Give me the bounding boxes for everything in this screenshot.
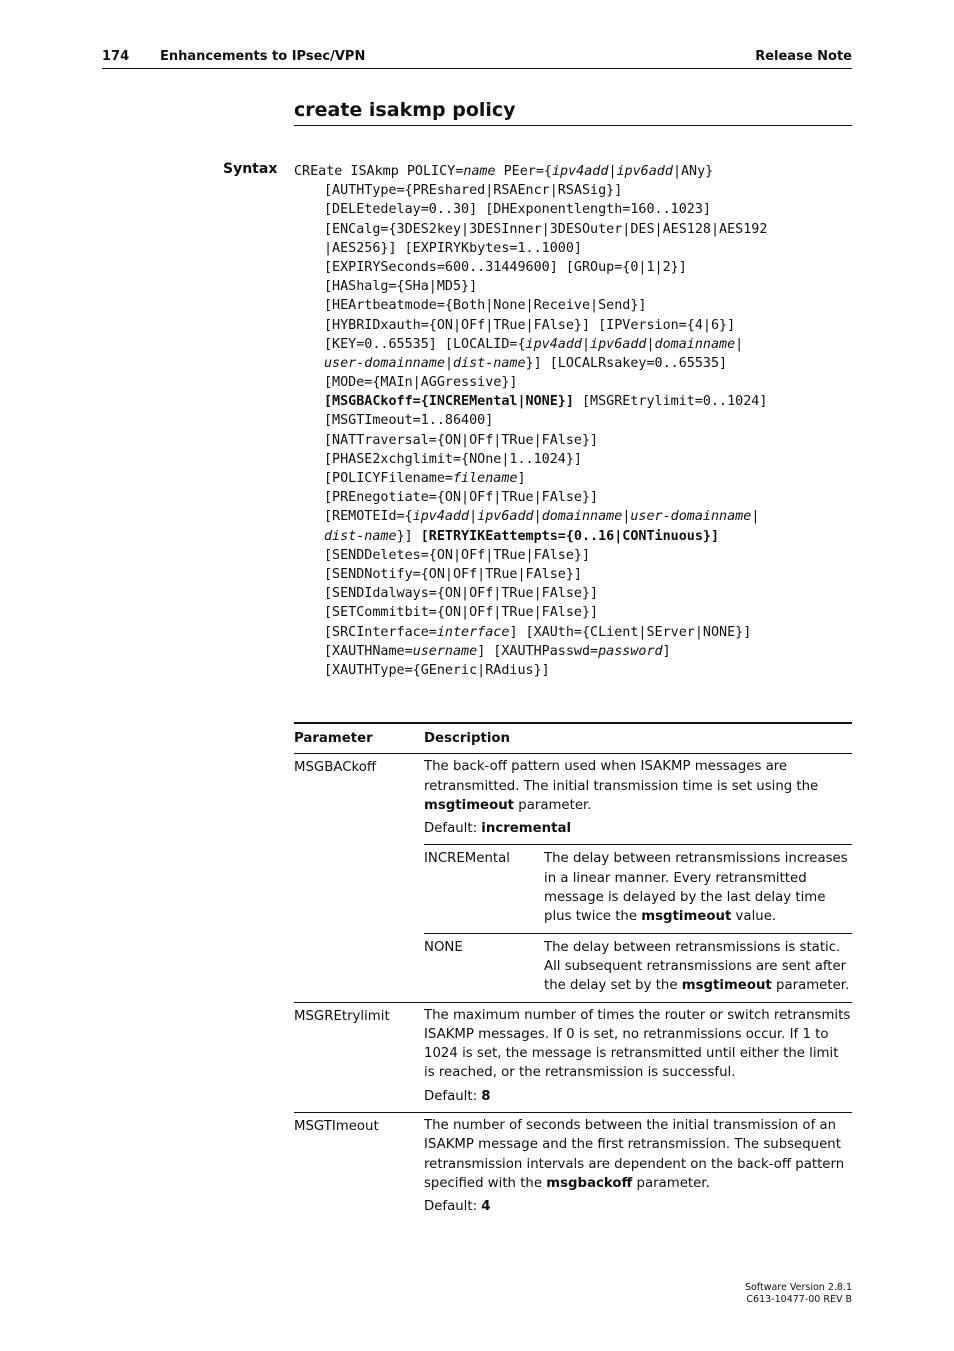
italic-placeholder: ipv6add xyxy=(616,164,673,179)
italic-placeholder: ipv6add xyxy=(477,509,534,525)
syntax-line xyxy=(294,488,854,507)
text-run: CREate ISAkmp POLICY= xyxy=(294,164,464,179)
parameter-name: MSGREtrylimit xyxy=(294,1002,424,1112)
syntax-line xyxy=(294,181,854,200)
text-run: | xyxy=(581,336,591,352)
syntax-line xyxy=(294,411,854,430)
default-value-text: 8 xyxy=(481,1088,491,1104)
italic-placeholder: user-domainname xyxy=(630,509,752,525)
syntax-line xyxy=(294,392,854,411)
default-value-text: incremental xyxy=(481,821,572,837)
bold-text: [RETRYIKEattempts={0..16|CONTinuous}] xyxy=(420,528,720,544)
syntax-line xyxy=(294,258,854,277)
italic-placeholder: ipv4add xyxy=(412,509,470,525)
bold-text: msgtimeout xyxy=(641,909,732,925)
text-run: [HYBRIDxauth={ON|OFf|TRue|FAlse}] [IPVersion={4|6}] xyxy=(324,317,736,333)
text-run: The back-off pattern used when ISAKMP messages are retransmitted. The initial transmission time is set using the xyxy=(424,759,819,794)
default-value xyxy=(424,815,852,844)
table-row xyxy=(294,754,852,1002)
text-run: [NATTraversal={ON|OFf|TRue|FAlse}] xyxy=(324,432,599,448)
text-run: [SENDIdalways={ON|OFf|TRue|FAlse}] xyxy=(324,586,599,602)
text-run: [XAUTHType={GEneric|RAdius}] xyxy=(324,662,550,678)
syntax-line xyxy=(294,603,854,622)
text-run: [REMOTEId={ xyxy=(324,509,413,525)
bold-text: msgtimeout xyxy=(681,978,772,994)
italic-placeholder: dist-name xyxy=(324,528,397,544)
bold-text: [MSGBACkoff={INCREMental|NONE}] xyxy=(324,394,574,410)
text-run: | xyxy=(646,336,655,352)
syntax-line xyxy=(294,469,854,488)
syntax-line xyxy=(294,239,854,258)
syntax-line xyxy=(294,277,854,296)
syntax-line xyxy=(294,584,854,603)
italic-placeholder: dist-name xyxy=(453,355,526,371)
syntax-line xyxy=(294,200,854,219)
text-run: [SETCommitbit={ON|OFf|TRue|FAlse}] xyxy=(324,605,599,621)
text-run: PEer={ xyxy=(495,164,552,179)
parameter-name: MSGTImeout xyxy=(294,1119,379,1135)
italic-placeholder: password xyxy=(598,643,663,659)
table-row xyxy=(294,1113,852,1223)
italic-placeholder: user-domainname xyxy=(324,355,445,371)
option-key: NONE xyxy=(424,933,544,1001)
text-run: [DELEtedelay=0..30] [DHExponentlength=160..1023] xyxy=(324,202,711,218)
syntax-line xyxy=(294,373,854,392)
syntax-line xyxy=(294,565,854,584)
syntax-line xyxy=(294,335,854,354)
table-row xyxy=(294,1002,852,1112)
syntax-line xyxy=(294,162,854,181)
text-run: parameter. xyxy=(514,797,592,813)
italic-placeholder: username xyxy=(412,643,478,659)
software-version: Software Version 2.8.1 xyxy=(744,1282,852,1293)
text-run: | xyxy=(735,336,744,352)
italic-placeholder: ipv4add xyxy=(552,164,609,179)
description-text xyxy=(424,754,852,815)
syntax-label: Syntax xyxy=(223,161,278,177)
text-run: ] xyxy=(517,471,526,486)
text-run: [MSGREtrylimit=0..1024] xyxy=(573,394,768,410)
text-run: ] [XAUth={CLient|SErver|NONE}] xyxy=(509,624,752,640)
description-column-header: Description xyxy=(424,723,852,754)
text-run: [HAShalg={SHa|MD5}] xyxy=(324,279,478,295)
text-run: ] [XAUTHPasswd= xyxy=(477,643,599,659)
syntax-line xyxy=(294,661,854,680)
syntax-line xyxy=(294,450,854,469)
text-run: | xyxy=(444,355,453,371)
italic-placeholder: ipv4add xyxy=(525,336,582,352)
text-run: [XAUTHName= xyxy=(324,643,413,659)
page-number: 174 xyxy=(102,49,130,64)
text-run: [MODe={MAIn|AGGressive}] xyxy=(324,375,518,391)
option-key: INCREMental xyxy=(424,851,510,867)
option-description xyxy=(544,933,852,1001)
running-header xyxy=(102,47,852,69)
default-value xyxy=(424,1193,852,1222)
text-run: | xyxy=(751,509,760,525)
syntax-line xyxy=(294,316,854,335)
syntax-line xyxy=(294,546,854,565)
bold-text: msgbackoff xyxy=(546,1175,633,1191)
syntax-line xyxy=(294,623,854,642)
syntax-line xyxy=(294,527,854,546)
text-run: | xyxy=(533,509,542,525)
text-run: [HEArtbeatmode={Both|None|Receive|Send}] xyxy=(324,298,647,314)
option-row xyxy=(424,933,852,1001)
text-run: }] [LOCALRsakey=0..65535] xyxy=(525,355,728,371)
parameter-table xyxy=(294,722,852,1223)
parameter-column-header: Parameter xyxy=(294,723,424,754)
text-run: The maximum number of times the router or switch retransmits ISAKMP messages. If 0 is set, no retranmissions occur. If 1 to 1024 is set, the message is retransmitted until either the limit is reached, or the retransmission is successful. xyxy=(424,1007,851,1081)
default-label: Default: xyxy=(424,1088,482,1104)
page-footer xyxy=(745,1282,852,1306)
document-id: C613-10477-00 REV B xyxy=(746,1294,852,1305)
syntax-block xyxy=(294,162,854,680)
text-run: | xyxy=(608,164,617,179)
option-description xyxy=(544,845,852,933)
text-run: | xyxy=(469,509,478,525)
syntax-line xyxy=(294,296,854,315)
syntax-line xyxy=(294,220,854,239)
italic-placeholder: name xyxy=(463,164,496,179)
parameter-description xyxy=(424,1113,852,1223)
text-run: [KEY=0..65535] [LOCALID={ xyxy=(324,336,526,352)
syntax-line xyxy=(294,354,854,373)
default-label: Default: xyxy=(424,1199,482,1215)
text-run: The delay between retransmissions is static. All subsequent retransmissions are sent after the delay set by the xyxy=(544,939,847,994)
section-title: Enhancements to IPsec/VPN xyxy=(160,49,366,64)
text-run: [AUTHType={PREshared|RSAEncr|RSASig}] xyxy=(324,183,623,199)
parameter-description xyxy=(424,1002,852,1112)
text-run: [PREnegotiate={ON|OFf|TRue|FAlse}] xyxy=(324,490,599,506)
text-run: [POLICYFilename= xyxy=(324,471,453,486)
text-run: [EXPIRYSeconds=600..31449600] [GROup={0|1|2}] xyxy=(324,259,687,275)
italic-placeholder: filename xyxy=(453,471,518,486)
description-text xyxy=(424,1113,852,1193)
text-run: [MSGTImeout=1..86400] xyxy=(324,413,494,429)
italic-placeholder: domainname xyxy=(541,509,623,525)
default-value-text: 4 xyxy=(481,1199,491,1215)
text-run: [SENDNotify={ON|OFf|TRue|FAlse}] xyxy=(324,566,582,582)
text-run: [ENCalg={3DES2key|3DESInner|3DESOuter|DES|AES128|AES192 xyxy=(324,221,768,237)
syntax-line xyxy=(294,507,854,526)
text-run: }] xyxy=(396,528,421,544)
text-run: [SRCInterface= xyxy=(324,624,437,640)
option-table xyxy=(424,844,852,1001)
text-run: The number of seconds between the initial transmission of an ISAKMP message and the first retransmission. The subsequent retransmission intervals are dependent on the back-off pattern specified with the xyxy=(424,1118,845,1191)
bold-text: msgtimeout xyxy=(424,797,515,813)
syntax-line xyxy=(294,642,854,661)
document-type: Release Note xyxy=(755,49,852,64)
italic-placeholder: ipv6add xyxy=(590,336,647,352)
text-run: [PHASE2xchglimit={NOne|1..1024}] xyxy=(324,451,582,467)
text-run: parameter. xyxy=(632,1175,710,1191)
description-text xyxy=(424,1003,852,1083)
command-title: create isakmp policy xyxy=(294,99,852,126)
text-run: |ANy} xyxy=(672,164,714,179)
text-run: value. xyxy=(731,909,777,925)
text-run: parameter. xyxy=(771,978,850,994)
text-run: The delay between retransmissions increases in a linear manner. Every retransmitted message is delayed by the last delay time plus twice the xyxy=(544,851,848,925)
text-run: |AES256}] [EXPIRYKbytes=1..1000] xyxy=(324,240,582,256)
default-label: Default: xyxy=(424,821,482,837)
parameter-description xyxy=(424,754,852,1002)
italic-placeholder: interface xyxy=(436,624,510,640)
italic-placeholder: domainname xyxy=(654,336,736,352)
text-run: | xyxy=(622,509,631,525)
text-run: [SENDDeletes={ON|OFf|TRue|FAlse}] xyxy=(324,547,591,563)
default-value xyxy=(424,1083,852,1112)
option-row xyxy=(424,845,852,933)
text-run: ] xyxy=(662,643,671,659)
parameter-name: MSGBACkoff xyxy=(294,754,424,1002)
syntax-line xyxy=(294,431,854,450)
